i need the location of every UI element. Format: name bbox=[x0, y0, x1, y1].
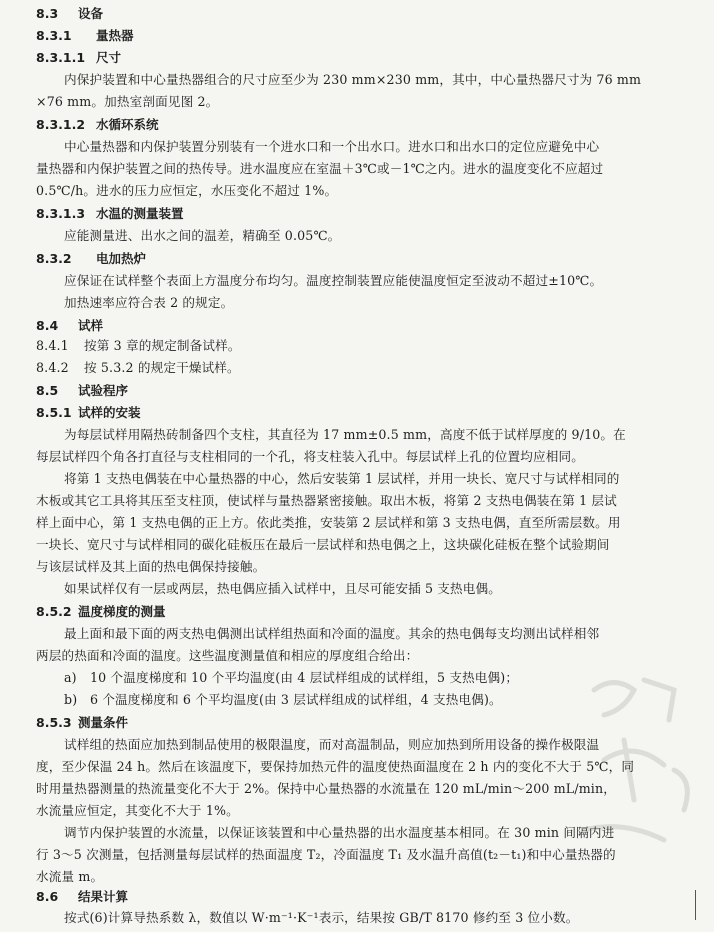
heading-8-4: 8.4 试样 bbox=[36, 318, 104, 333]
watermark-stamp-icon bbox=[564, 650, 714, 880]
paragraph-line: 如果试样仅有一层或两层，热电偶应插入试样中，且尽可能安插 5 支热电偶。 bbox=[64, 581, 502, 596]
paragraph-line: 调节内保护装置的水流量，以保证该装置和中心量热器的出水温度基本相同。在 30 min 间隔内进 bbox=[64, 825, 615, 840]
paragraph-line: 行 3～5 次测量，包括测量每层试样的热面温度 T₂，冷面温度 T₁ 及水温升高值(t₂－t₁)和中心量热器的 bbox=[36, 847, 616, 862]
heading-8-3-1-1: 8.3.1.1 尺寸 bbox=[36, 50, 122, 65]
list-item-a: a) 10 个温度梯度和 10 个平均温度(由 4 层试样组成的试样组，5 支热电偶)； bbox=[64, 670, 519, 685]
heading-8-6: 8.6 结果计算 bbox=[36, 889, 129, 904]
paragraph-line: 水流量 m。 bbox=[36, 869, 104, 884]
paragraph-line: 样上面中心，第 1 支热电偶的正上方。依此类推，安装第 2 层试样和第 3 支热电偶，直至所需层数。用 bbox=[36, 515, 621, 530]
paragraph-line: 0.5℃/h。进水的压力应恒定，水压变化不超过 1%。 bbox=[36, 183, 338, 198]
heading-8-5: 8.5 试验程序 bbox=[36, 383, 129, 398]
clause-8-4-1: 8.4.1 按第 3 章的规定制备试样。 bbox=[36, 338, 241, 353]
paragraph-line: 应保证在试样整个表面上方温度分布均匀。温度控制装置应能使温度恒定至波动不超过±10℃。 bbox=[64, 273, 603, 288]
heading-8-5-2: 8.5.2 温度梯度的测量 bbox=[36, 604, 166, 619]
heading-8-5-3: 8.5.3 测量条件 bbox=[36, 715, 129, 730]
paragraph-line: 木板或其它工具将其压至支柱顶，使试样与量热器紧密接触。取出木板，将第 2 支热电偶装在第 1 层试 bbox=[36, 493, 617, 508]
paragraph-line: 时用量热器测量的热流量变化不大于 2%。保持中心量热器的水流量在 120 mL/min～200 mL/min， bbox=[36, 781, 616, 796]
paragraph-line: 度，至少保温 24 h。然后在该温度下，要保持加热元件的温度使热面温度在 2 h 内的变化不大于 5℃，同 bbox=[36, 759, 635, 774]
heading-8-3-1: 8.3.1 量热器 bbox=[36, 28, 134, 43]
paragraph-line: 内保护装置和中心量热器组合的尺寸应至少为 230 mm×230 mm，其中，中心量热器尺寸为 76 mm bbox=[64, 72, 642, 87]
paragraph-line: 加热速率应符合表 2 的规定。 bbox=[64, 295, 234, 310]
list-item-b: b) 6 个温度梯度和 6 个平均温度(由 3 层试样组成的试样组，4 支热电偶)。 bbox=[64, 692, 502, 707]
heading-8-5-1: 8.5.1 试样的安装 bbox=[36, 405, 141, 420]
paragraph-line: 一块长、宽尺寸与试样相同的碳化硅板压在最后一层试样和热电偶之上，这块碳化硅板在整个试验期间 bbox=[36, 537, 610, 552]
heading-8-3: 8.3 设备 bbox=[36, 6, 104, 21]
paragraph-line: 与该层试样及其上面的热电偶保持接触。 bbox=[36, 559, 266, 574]
paragraph-line: 按式(6)计算导热系数 λ，数值以 W·m⁻¹·K⁻¹表示，结果按 GB/T 8170 修约至 3 位小数。 bbox=[64, 910, 579, 925]
paragraph-line: 最上面和最下面的两支热电偶测出试样组热面和冷面的温度。其余的热电偶每支均测出试样相邻 bbox=[64, 626, 600, 641]
margin-rule bbox=[695, 890, 696, 920]
heading-8-3-2: 8.3.2 电加热炉 bbox=[36, 251, 147, 266]
clause-8-4-2: 8.4.2 按 5.3.2 的规定干燥试样。 bbox=[36, 360, 240, 375]
paragraph-line: 两层的热面和冷面的温度。这些温度测量值和相应的厚度组合给出： bbox=[36, 648, 419, 663]
paragraph-line: 每层试样四个角各打直径与支柱相同的一个孔，将支柱装入孔中。每层试样上孔的位置均应相同。 bbox=[36, 449, 584, 464]
paragraph-line: 量热器和内保护装置之间的热传导。进水温度应在室温＋3℃或－1℃之内。进水的温度变化不应超过 bbox=[36, 161, 604, 176]
paragraph-line: 试样组的热面应加热到制品使用的极限温度，而对高温制品，则应加热到所用设备的操作极限温 bbox=[64, 737, 600, 752]
paragraph-line: 中心量热器和内保护装置分别装有一个进水口和一个出水口。进水口和出水口的定位应避免中心 bbox=[64, 139, 600, 154]
paragraph-line: 应能测量进、出水之间的温差，精确至 0.05℃。 bbox=[64, 228, 341, 243]
heading-8-3-1-3: 8.3.1.3 水温的测量装置 bbox=[36, 206, 184, 221]
paragraph-line: ×76 mm。加热室剖面见图 2。 bbox=[36, 94, 219, 109]
paragraph-line: 为每层试样用隔热砖制备四个支柱，其直径为 17 mm±0.5 mm，高度不低于试样厚度的 9/10。在 bbox=[64, 427, 626, 442]
paragraph-line: 将第 1 支热电偶装在中心量热器的中心，然后安装第 1 层试样，并用一块长、宽尺寸与试样相同的 bbox=[64, 471, 620, 486]
heading-8-3-1-2: 8.3.1.2 水循环系统 bbox=[36, 117, 159, 132]
paragraph-line: 水流量应恒定，其变化不大于 1%。 bbox=[36, 803, 239, 818]
